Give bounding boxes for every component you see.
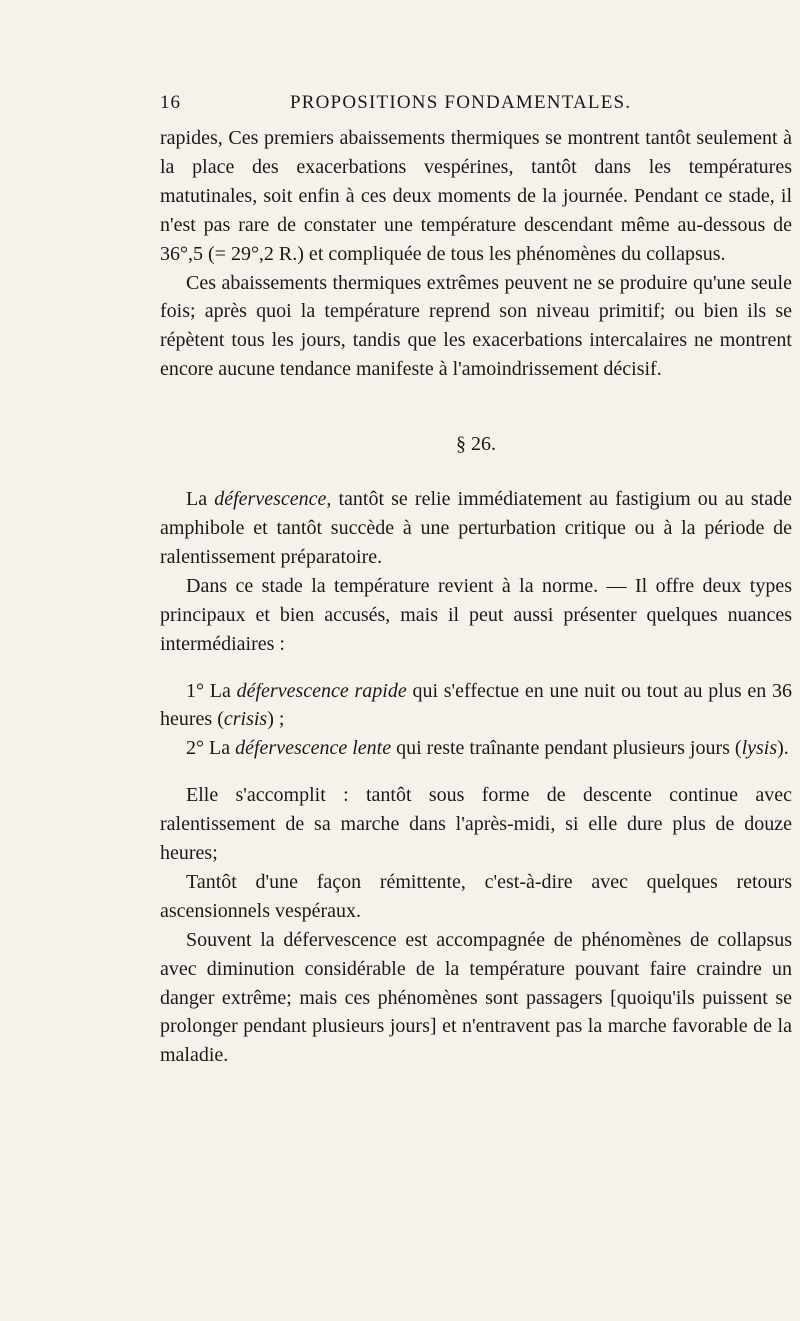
section-heading: § 26. (456, 433, 496, 456)
p3-term: défervescence (214, 488, 327, 511)
list-item-1 (160, 677, 792, 735)
paragraph-3 (160, 485, 792, 572)
item2-term: défervescence lente (235, 737, 392, 760)
spacer (160, 763, 792, 781)
page-number: 16 (160, 92, 181, 113)
item1-num: 1° La (186, 679, 237, 702)
item2-end: ). (777, 737, 789, 760)
page-header (160, 92, 792, 122)
item2-num: 2° La (186, 737, 236, 760)
spacer (160, 384, 792, 416)
item1-term: défervescence rapide (236, 679, 407, 702)
spacer (160, 659, 792, 677)
item1-mid: qui s'effectue en une nuit ou tout au plus en 36 heures ( (160, 679, 792, 731)
p3-rest: , tantôt se relie immédiatement au fastigium ou au stade amphibole et tantôt succède à une perturbation critique ou à la période de ralentissement préparatoire. (160, 488, 792, 568)
paragraph-6: Tantôt d'une façon rémittente, c'est-à-dire avec quelques retours ascensionnels vespéraux. (160, 870, 792, 922)
item2-mid: qui reste traînante pendant plusieurs jours ( (391, 737, 742, 760)
paragraph-4: Dans ce stade la température revient à la norme. — Il offre deux types principaux et bien accusés, mais il peut aussi présenter quelques nuances intermédiaires : (160, 574, 792, 655)
page-body (160, 124, 792, 1070)
paragraph-5: Elle s'accomplit : tantôt sous forme de descente continue avec ralentissement de sa marche dans l'après-midi, si elle dure plus de douze heures; (160, 784, 792, 865)
paragraph-2: Ces abaissements thermiques extrêmes peuvent ne se produire qu'une seule fois; après quoi la température reprend son niveau primitif; ou bien ils se répètent tous les jours, tandis que les exacerbations intercalaires ne montrent encore aucune tendance manifeste à l'amoindrissement décisif. (160, 271, 792, 381)
item1-end: ) ; (267, 708, 285, 731)
paragraph-1: rapides, Ces premiers abaissements thermiques se montrent tantôt seulement à la place des exacerbations vespérines, tantôt dans les températures matutinales, soit enfin à ces deux moments de la journée. Pendant ce stade, il n'est pas rare de constater une température descendant même au-dessous de 36°,5 (= 29°,2 R.) et compliquée de tous les phénomènes du collapsus. (160, 127, 792, 265)
paragraph-7: Souvent la défervescence est accompagnée de phénomènes de collapsus avec diminution considérable de la température pouvant faire craindre un danger extrême; mais ces phénomènes sont passagers [quoiqu'ils puissent se prolonger pendant plusieurs jours] et n'entravent pas la marche favorable de la maladie. (160, 928, 792, 1067)
running-title: PROPOSITIONS FONDAMENTALES. (290, 92, 632, 113)
item2-latin: lysis (741, 737, 778, 760)
item1-latin: crisis (223, 708, 268, 731)
list-item-2 (160, 734, 792, 763)
p3-lead: La (186, 488, 215, 511)
